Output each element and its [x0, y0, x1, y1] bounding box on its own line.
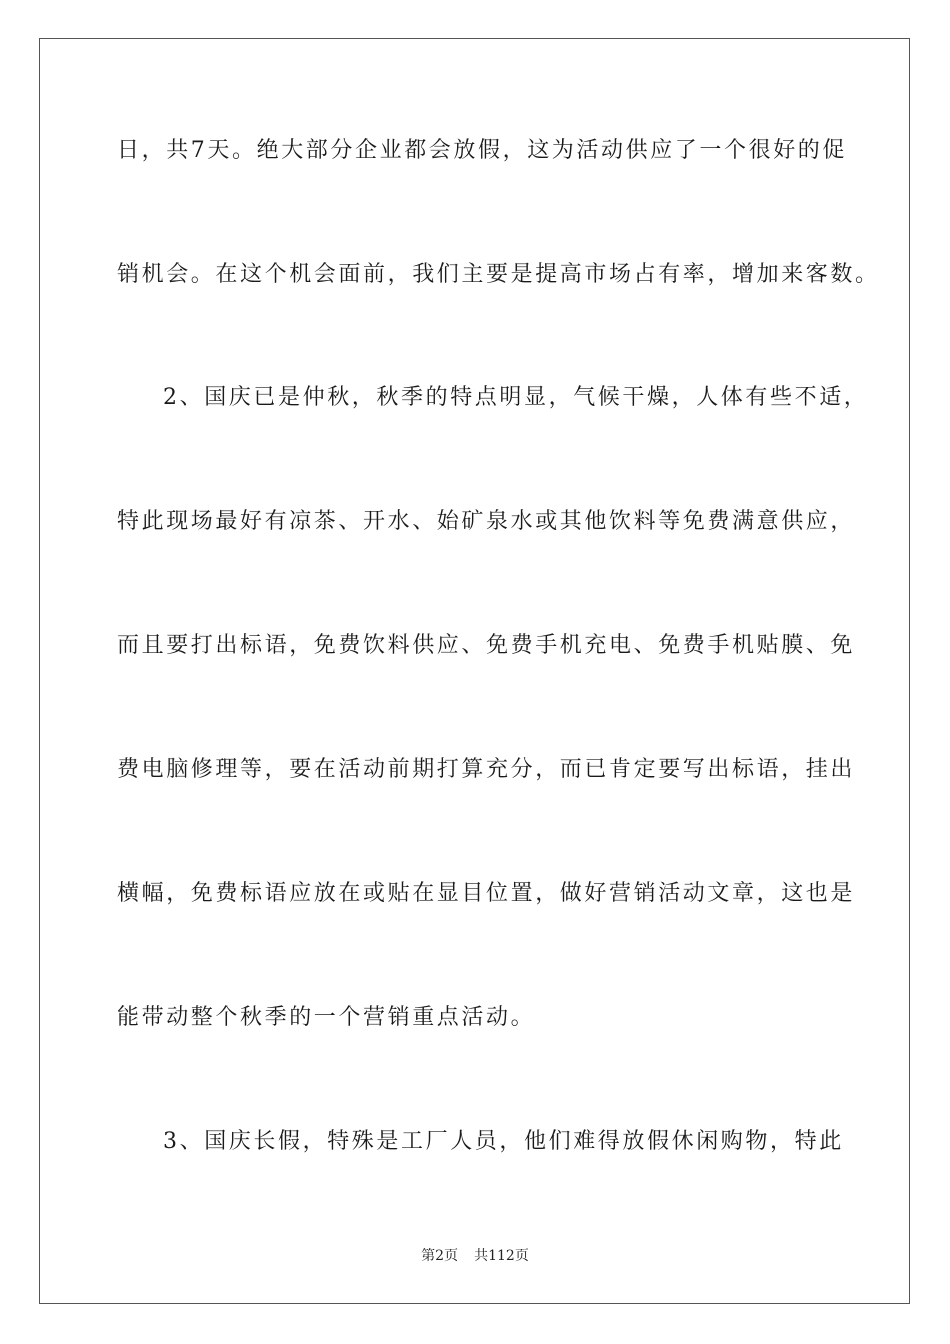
- paragraph-line: 日，共7天。绝大部分企业都会放假，这为活动供应了一个很好的促: [117, 138, 847, 163]
- page-total: 共112页: [474, 1248, 529, 1264]
- paragraph-line: 横幅，免费标语应放在或贴在显目位置，做好营销活动文章，这也是: [117, 881, 856, 906]
- paragraph-line: 而且要打出标语，免费饮料供应、免费手机充电、免费手机贴膜、免: [117, 633, 856, 658]
- page-footer: [0, 1246, 950, 1266]
- page-number: 第2页: [421, 1248, 459, 1264]
- paragraph-line: 能带动整个秋季的一个营销重点活动。: [117, 1005, 536, 1030]
- page-border: [39, 38, 910, 1304]
- paragraph-line: 2、国庆已是仲秋，秋季的特点明显，气候干燥，人体有些不适，: [163, 385, 869, 410]
- paragraph-line: 特此现场最好有凉茶、开水、始矿泉水或其他饮料等免费满意供应，: [117, 509, 856, 534]
- paragraph-line: 3、国庆长假，特殊是工厂人员，他们难得放假休闲购物，特此: [163, 1129, 844, 1154]
- paragraph-line: 销机会。在这个机会面前，我们主要是提高市场占有率，增加来客数。: [117, 262, 880, 287]
- paragraph-line: 费电脑修理等，要在活动前期打算充分，而已肯定要写出标语，挂出: [117, 757, 856, 782]
